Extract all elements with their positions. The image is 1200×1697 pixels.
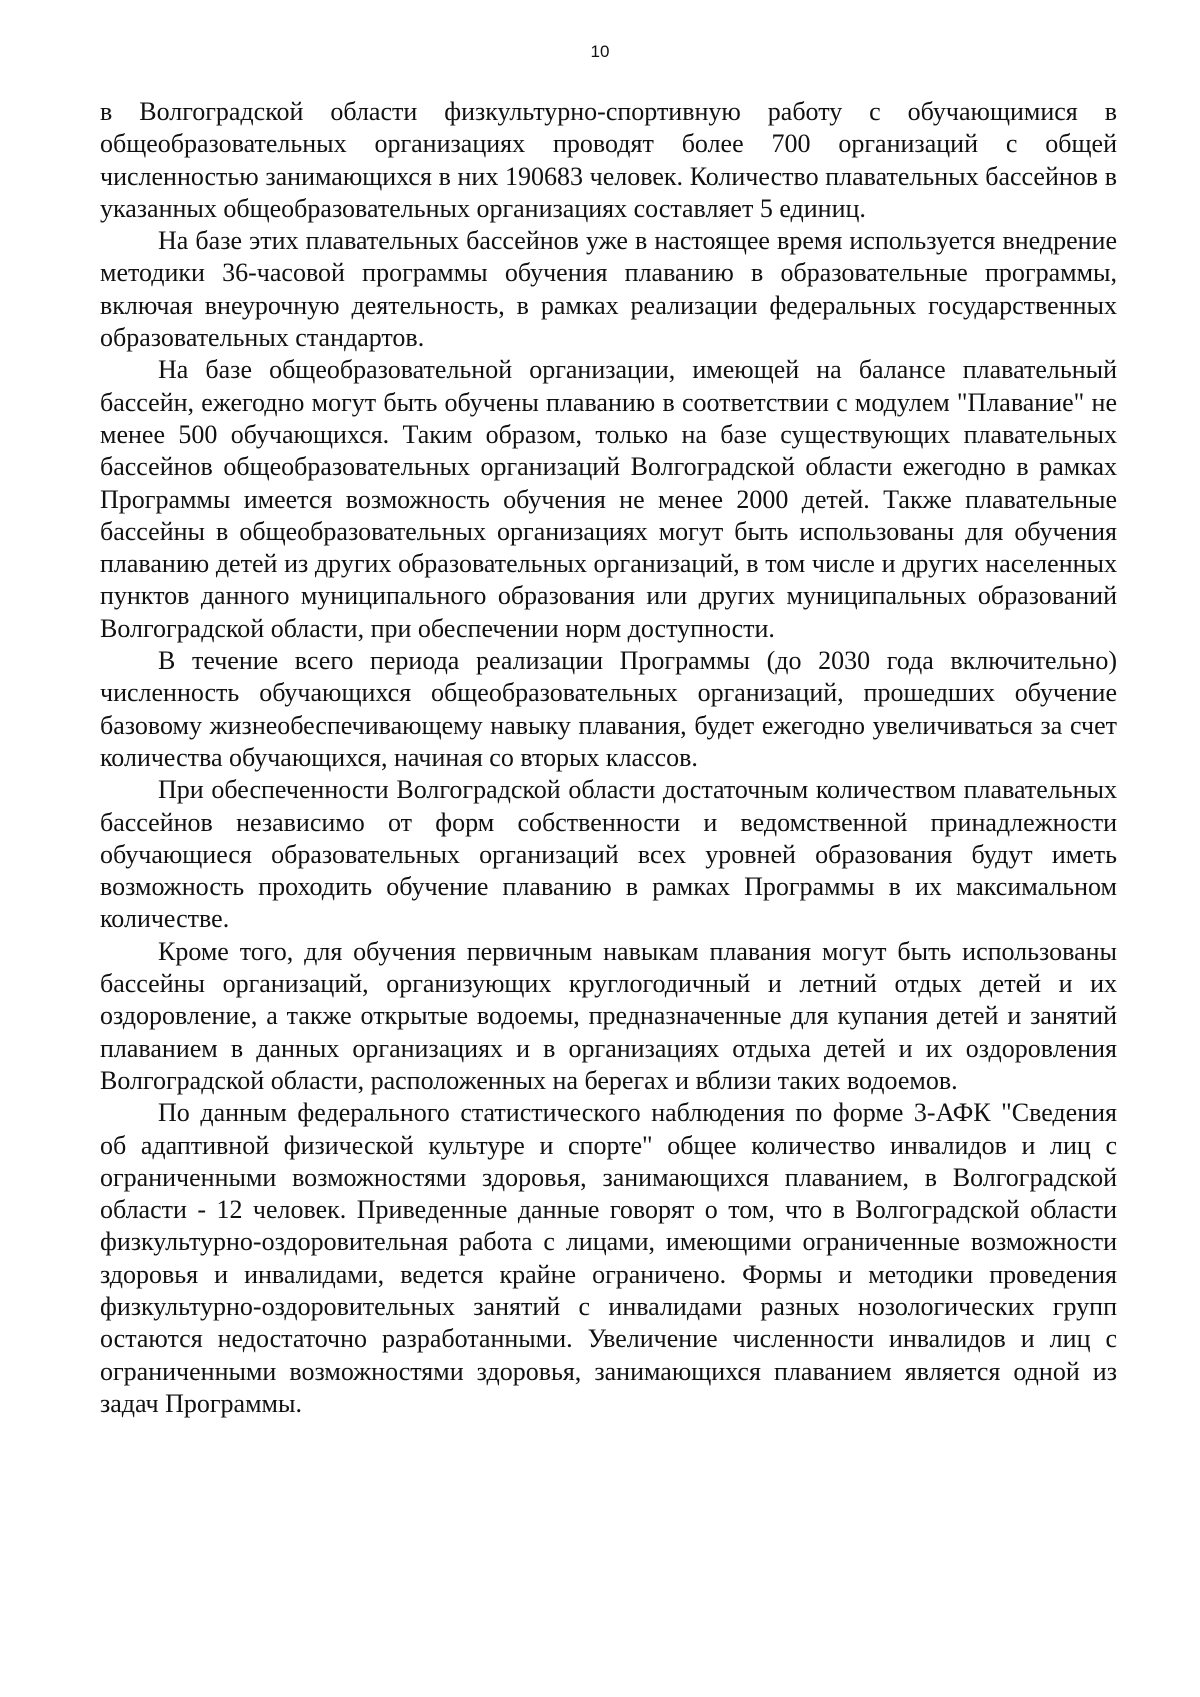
paragraph-pool-capacity: На базе общеобразовательной организации, имеющей на балансе плавательный бассейн, ежегодно могут быть обучены плаванию в соответствии с модулем "Плавание" не менее 500 обучающихся. Таким образом, только на базе существующих плавательных бассейнов общеобразовательных организаций Волгоградской области ежегодно в рамках Программы имеется возможность обучения не менее 2000 детей. Также плавательные бассейны в общеобразовательных организациях могут быть использованы для обучения плаванию детей из других образовательных организаций, в том числе и других населенных пунктов данного муниципального образования или других муниципальных образований Волгоградской области, при обеспечении норм доступности. (100, 355, 1117, 643)
paragraph-pool-availability: При обеспеченности Волгоградской области достаточным количеством плавательных бассейнов независимо от форм собственности и ведомственной принадлежности обучающиеся образовательных организаций всех уровней образования будут иметь возможность проходить обучение плаванию в рамках Программы в их максимальном количестве. (100, 775, 1117, 934)
document-body (100, 96, 1117, 1420)
paragraph-pool-methodology: На базе этих плавательных бассейнов уже в настоящее время используется внедрение методики 36-часовой программы обучения плаванию в образовательные программы, включая внеурочную деятельность, в рамках реализации федеральных государственных образовательных стандартов. (100, 226, 1117, 353)
paragraph-adaptive-sports: По данным федерального статистического наблюдения по форме 3-АФК "Сведения об адаптивной физической культуре и спорте" общее количество инвалидов и лиц с ограниченными возможностями здоровья, занимающихся плаванием, в Волгоградской области - 12 человек. Приведенные данные говорят о том, что в Волгоградской области физкультурно-оздоровительная работа с лицами, имеющими ограниченные возможности здоровья и инвалидами, ведется крайне ограничено. Формы и методики проведения физкультурно-оздоровительных занятий с инвалидами разных нозологических групп остаются недостаточно разработанными. Увеличение численности инвалидов и лиц с ограниченными возможностями здоровья, занимающихся плаванием является одной из задач Программы. (100, 1098, 1117, 1418)
paragraph-continuation: в Волгоградской области физкультурно-спортивную работу с обучающимися в общеобразовательных организациях проводят более 700 организаций с общей численностью занимающихся в них 190683 человек. Количество плавательных бассейнов в указанных общеобразовательных организациях составляет 5 единиц. (100, 97, 1117, 223)
paragraph-summer-camps: Кроме того, для обучения первичным навыкам плавания могут быть использованы бассейны организаций, организующих круглогодичный и летний отдых детей и их оздоровление, а также открытые водоемы, предназначенные для купания детей и занятий плаванием в данных организациях и в организациях отдыха детей и их оздоровления Волгоградской области, расположенных на берегах и вблизи таких водоемов. (100, 936, 1117, 1095)
page-number: 10 (590, 42, 610, 61)
paragraph-program-period: В течение всего периода реализации Программы (до 2030 года включительно) численность обучающихся общеобразовательных организаций, прошедших обучение базовому жизнеобеспечивающему навыку плавания, будет ежегодно увеличиваться за счет количества обучающихся, начиная со вторых классов. (100, 646, 1117, 772)
